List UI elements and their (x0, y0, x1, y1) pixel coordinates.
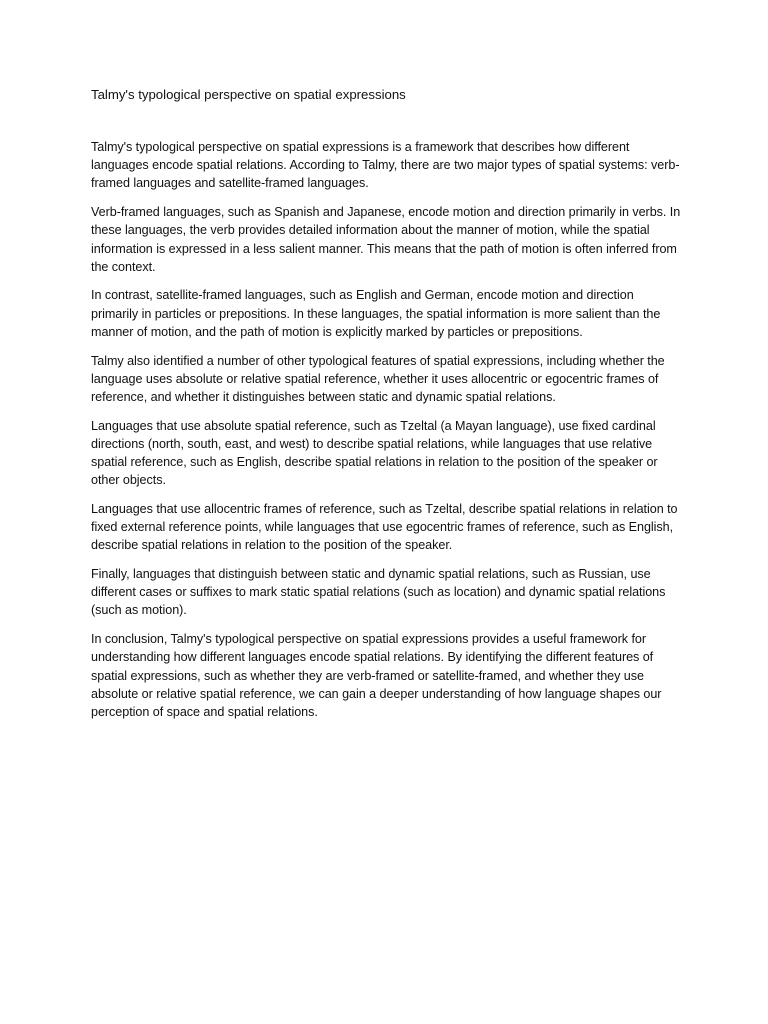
document-body (91, 138, 681, 732)
paragraph-other-features: Talmy also identified a number of other typological features of spatial expressions, including whether the language uses absolute or relative spatial reference, whether it uses allocentric or egocentric frames of reference, and whether it distinguishes between static and dynamic spatial relations. (91, 353, 665, 404)
paragraph-satellite-framed: In contrast, satellite-framed languages, such as English and German, encode motion and direction primarily in particles or prepositions. In these languages, the spatial information is more salient than the manner of motion, and the path of motion is explicitly marked by particles or prepositions. (91, 288, 661, 339)
paragraph-absolute-reference: Languages that use absolute spatial reference, such as Tzeltal (a Mayan language), use fixed cardinal directions (north, south, east, and west) to describe spatial relations, while languages that use relative spatial reference, such as English, describe spatial relations in relation to the position of the speaker or other objects. (91, 418, 658, 488)
paragraph-allocentric-frames: Languages that use allocentric frames of reference, such as Tzeltal, describe spatial relations in relation to fixed external reference points, while languages that use egocentric frames of reference, such as English, describe spatial relations in relation to the position of the speaker. (91, 501, 678, 553)
document-title: Talmy's typological perspective on spatial expressions (91, 87, 406, 102)
paragraph-verb-framed: Verb-framed languages, such as Spanish and Japanese, encode motion and direction primarily in verbs. In these languages, the verb provides detailed information about the manner of motion, while the spatial information is expressed in a less salient manner. This means that the path of motion is often inferred from the context. (91, 205, 681, 274)
paragraph-intro: Talmy's typological perspective on spatial expressions is a framework that describes how different languages encode spatial relations. According to Talmy, there are two major types of spatial systems: verb-framed languages and satellite-framed languages. (91, 140, 680, 191)
paragraph-static-dynamic: Finally, languages that distinguish between static and dynamic spatial relations, such as Russian, use different cases or suffixes to mark static spatial relations (such as location) and dynamic spatial relations (such as motion). (91, 567, 666, 618)
paragraph-conclusion: In conclusion, Talmy's typological perspective on spatial expressions provides a useful framework for understanding how different languages encode spatial relations. By identifying the different features of spatial expressions, such as whether they are verb-framed or satellite-framed, and whether they use absolute or relative spatial reference, we can gain a deeper understanding of how language shapes our perception of space and spatial relations. (91, 632, 662, 719)
